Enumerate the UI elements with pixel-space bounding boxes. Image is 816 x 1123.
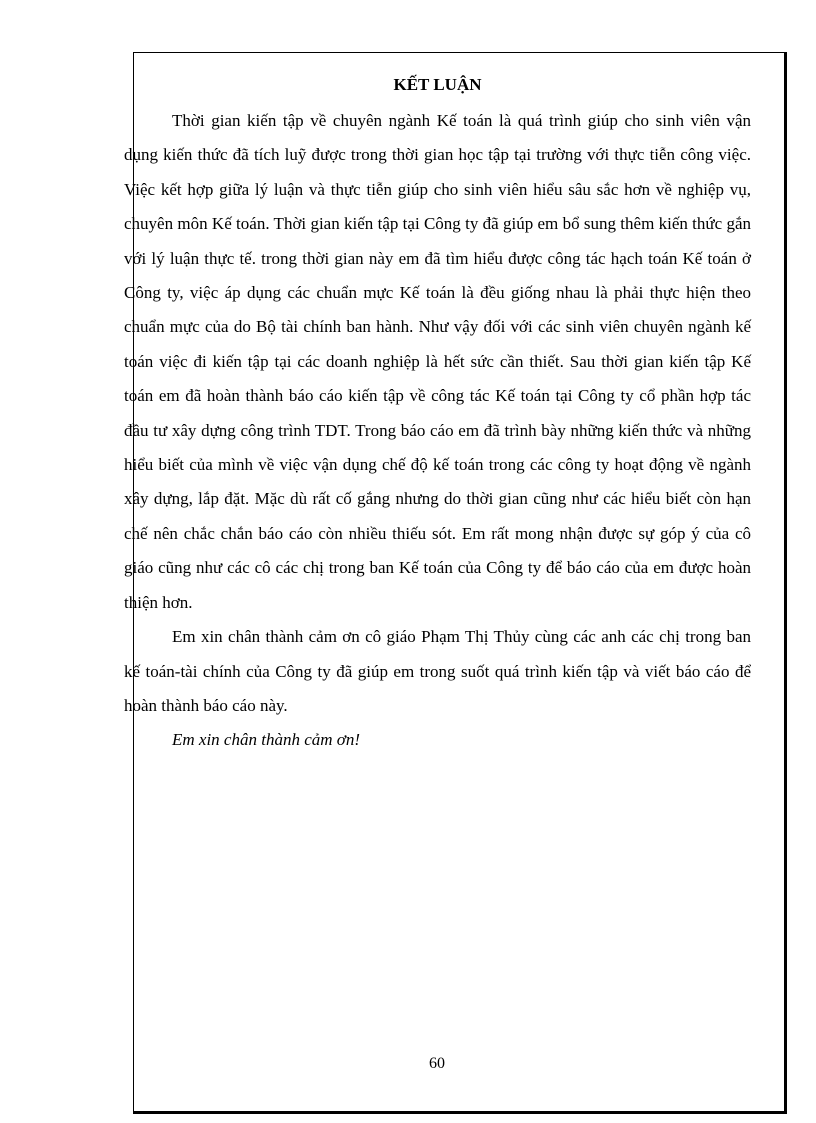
- page-title: KẾT LUẬN: [393, 75, 482, 94]
- acknowledgement-paragraph: Em xin chân thành cảm ơn cô giáo Phạm Thị Thủy cùng các anh các chị trong ban kế toán-tài chính của Công ty đã giúp em trong suốt quá trình kiến tập và viết báo cáo để hoàn thành báo cáo này.: [124, 627, 751, 715]
- conclusion-paragraph: Thời gian kiến tập về chuyên ngành Kế toán là quá trình giúp cho sinh viên vận dụng kiến thức đã tích luỹ được trong thời gian học tập tại trường với thực tiễn công việc. Việc kết hợp giữa lý luận và thực tiễn giúp cho sinh viên hiểu sâu sắc hơn về nghiệp vụ, chuyên môn Kế toán. Thời gian kiến tập tại Công ty đã giúp em bổ sung thêm kiến thức gắn với lý luận thực tế. trong thời gian này em đã tìm hiểu được công tác hạch toán Kế toán ở Công ty, việc áp dụng các chuẩn mực Kế toán là đều giống nhau là phải thực hiện theo chuẩn mực của do Bộ tài chính ban hành. Như vậy đối với các sinh viên chuyên ngành kế toán việc đi kiến tập tại các doanh nghiệp là hết sức cần thiết. Sau thời gian kiến tập Kế toán em đã hoàn thành báo cáo kiến tập về công tác Kế toán tại Công ty cổ phần hợp tác đầu tư xây dựng công trình TDT. Trong báo cáo em đã trình bày những kiến thức và những hiểu biết của mình về việc vận dụng chế độ kế toán trong các công ty hoạt động về ngành xây dựng, lắp đặt. Mặc dù rất cố gắng nhưng do thời gian cũng như các hiểu biết còn hạn chế nên chắc chắn báo cáo còn nhiều thiếu sót. Em rất mong nhận được sự góp ý của cô giáo cũng như các cô các chị trong ban Kế toán của Công ty để báo cáo của em được hoàn thiện hơn.: [124, 111, 751, 612]
- document-body: [124, 70, 751, 758]
- page-number: 60: [429, 1055, 445, 1072]
- closing-line: Em xin chân thành cảm ơn!: [172, 730, 361, 750]
